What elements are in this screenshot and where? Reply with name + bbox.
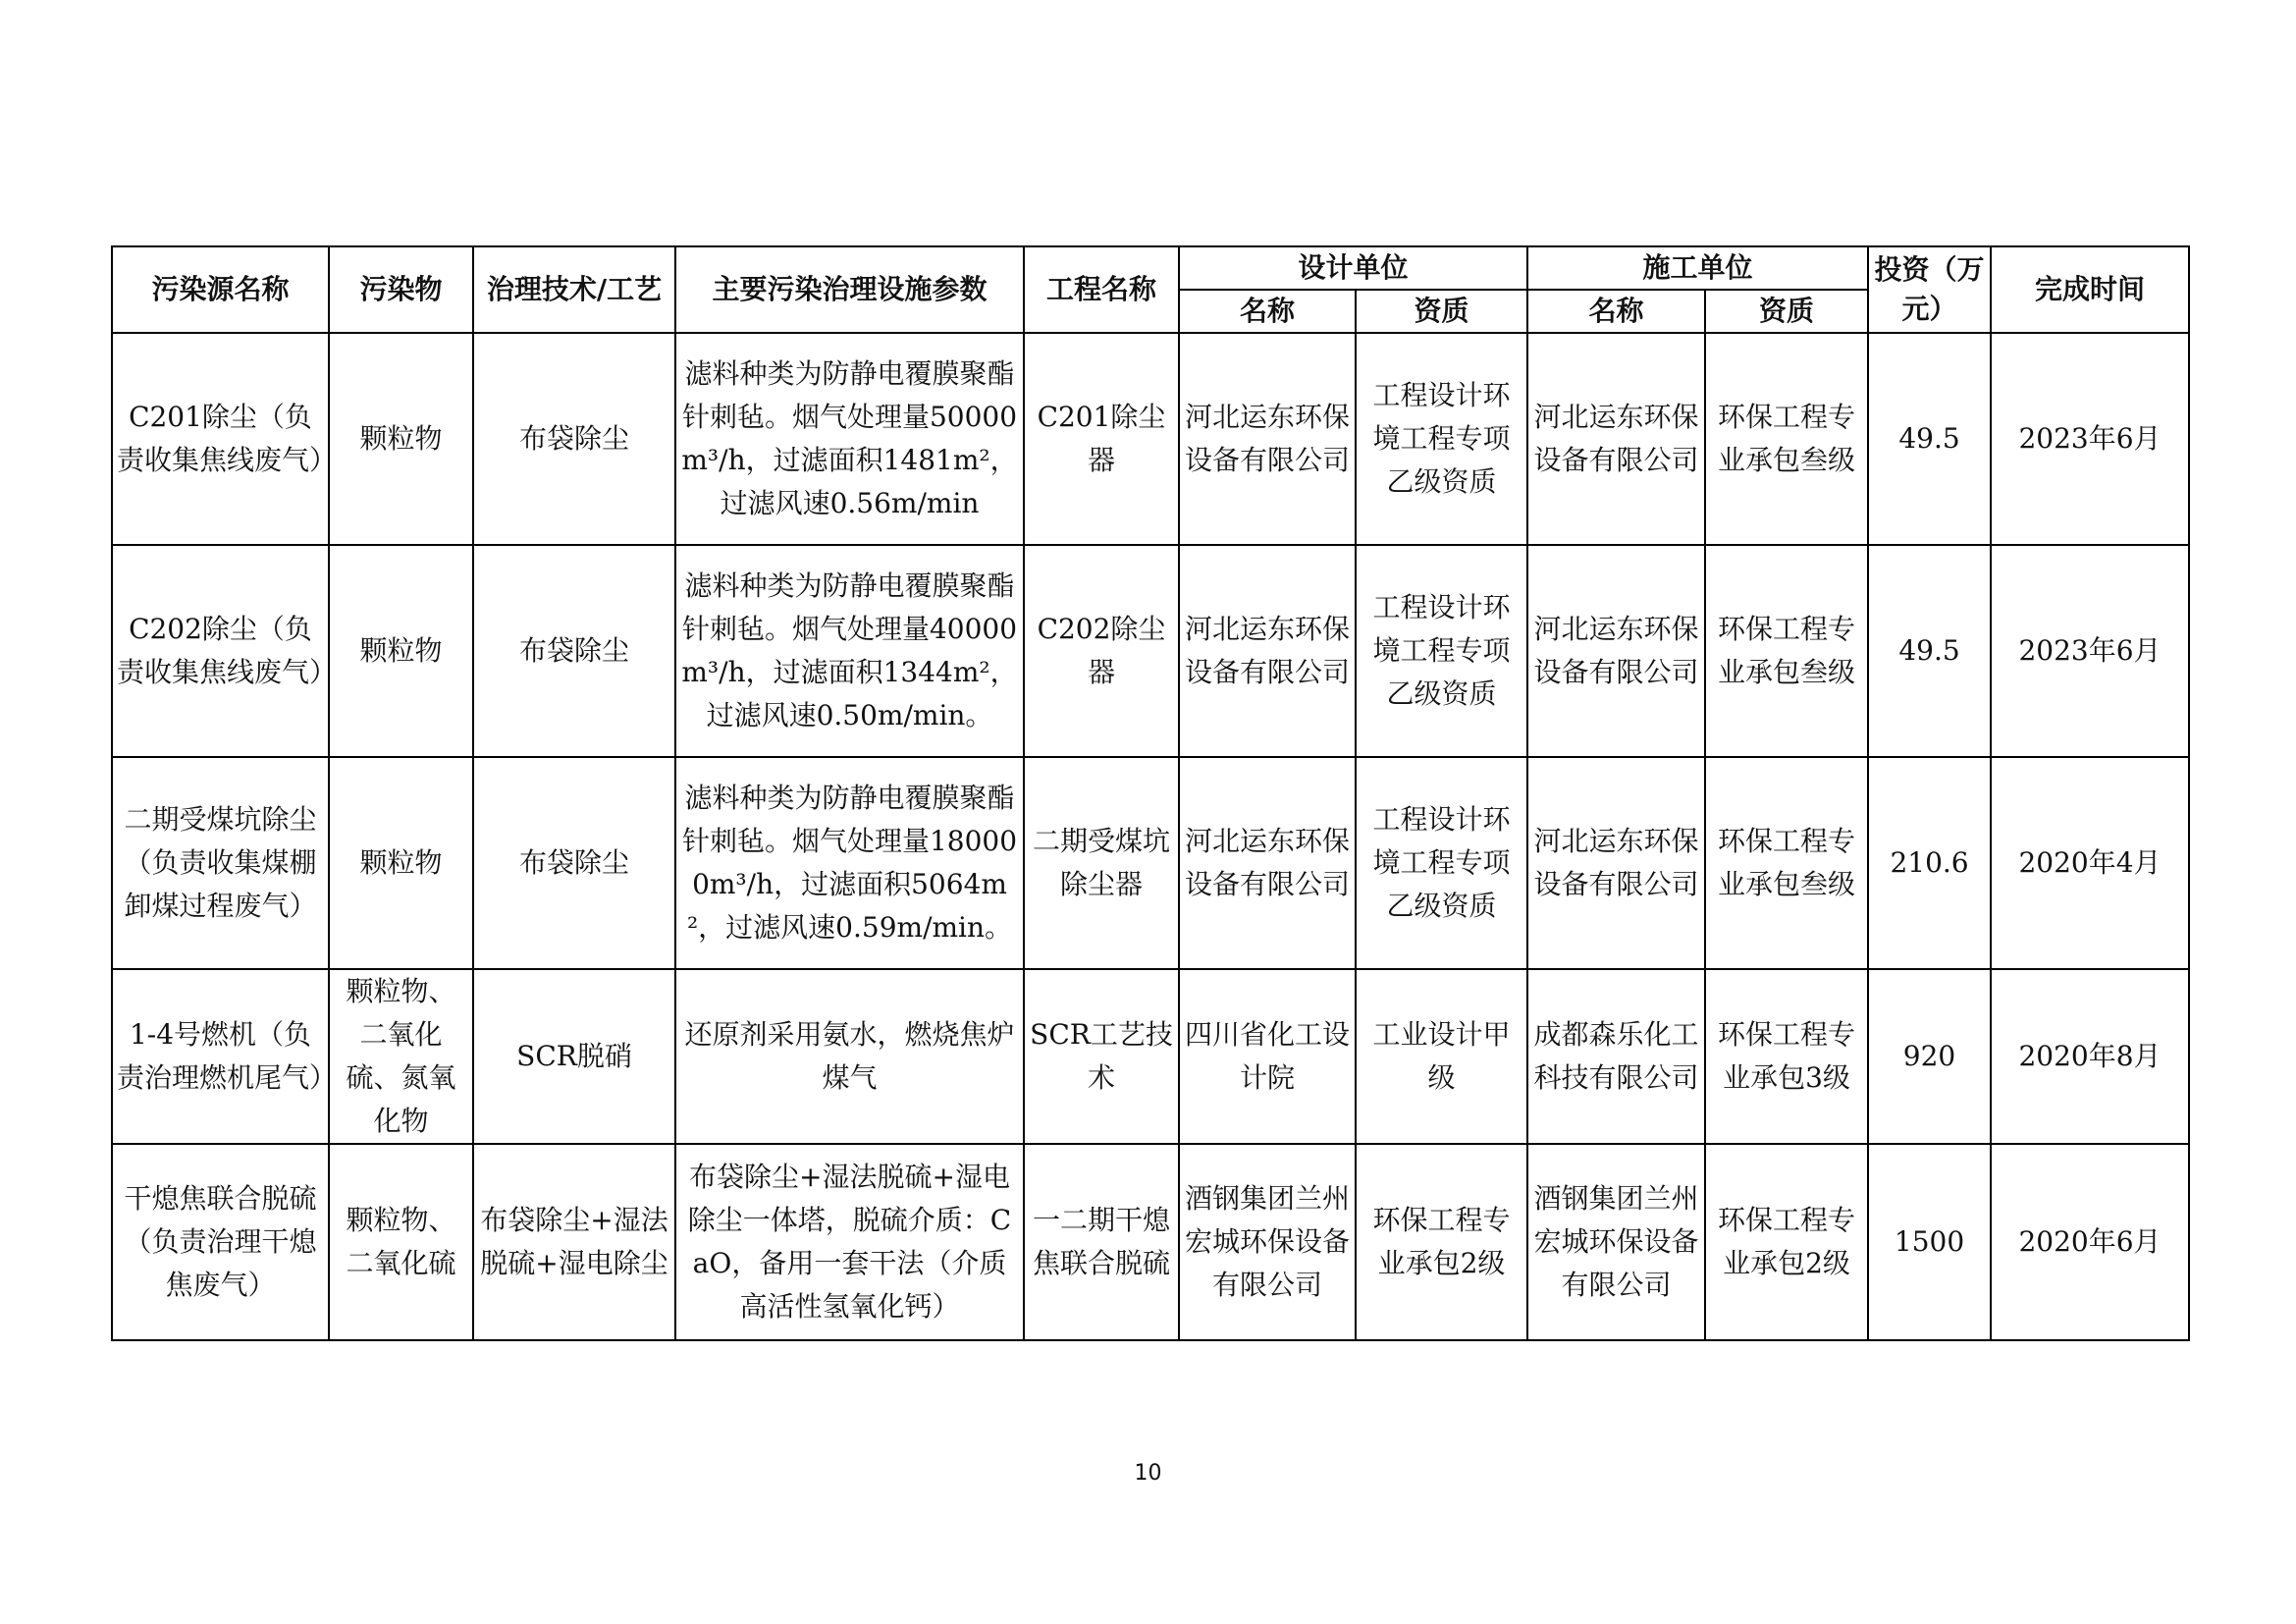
cell-construction-qualification: 环保工程专业承包2级 (1705, 1144, 1868, 1340)
cell-pollutant: 颗粒物 (329, 757, 473, 969)
cell-project: C202除尘器 (1024, 545, 1179, 757)
cell-investment: 920 (1868, 969, 1991, 1144)
cell-params: 滤料种类为防静电覆膜聚酯针刺毡。烟气处理量50000m³/h，过滤面积1481m²，过滤风速0.56m/min (675, 333, 1024, 545)
cell-pollutant: 颗粒物 (329, 333, 473, 545)
cell-pollutant: 颗粒物、二氧化硫 (329, 1144, 473, 1340)
cell-pollutant: 颗粒物、二氧化硫、氮氧化物 (329, 969, 473, 1144)
cell-completion: 2020年6月 (1991, 1144, 2189, 1340)
cell-design-name: 四川省化工设计院 (1179, 969, 1356, 1144)
cell-construction-name: 河北运东环保设备有限公司 (1527, 757, 1705, 969)
cell-design-qualification: 工程设计环境工程专项乙级资质 (1356, 333, 1527, 545)
cell-construction-qualification: 环保工程专业承包叁级 (1705, 545, 1868, 757)
cell-construction-name: 成都森乐化工科技有限公司 (1527, 969, 1705, 1144)
cell-params: 滤料种类为防静电覆膜聚酯针刺毡。烟气处理量40000m³/h，过滤面积1344m²，过滤风速0.50m/min。 (675, 545, 1024, 757)
cell-source: 1-4号燃机（负责治理燃机尾气） (112, 969, 329, 1144)
cell-construction-qualification: 环保工程专业承包叁级 (1705, 757, 1868, 969)
cell-params: 还原剂采用氨水，燃烧焦炉煤气 (675, 969, 1024, 1144)
table-row (112, 1144, 2189, 1340)
cell-completion: 2020年8月 (1991, 969, 2189, 1144)
cell-project: SCR工艺技术 (1024, 969, 1179, 1144)
header-params: 主要污染治理设施参数 (675, 246, 1024, 333)
cell-design-name: 酒钢集团兰州宏城环保设备有限公司 (1179, 1144, 1356, 1340)
cell-source: C201除尘（负责收集焦线废气） (112, 333, 329, 545)
cell-params: 布袋除尘+湿法脱硫+湿电除尘一体塔，脱硫介质：CaO，备用一套干法（介质高活性氢氧化钙） (675, 1144, 1024, 1340)
header-source: 污染源名称 (112, 246, 329, 333)
pollution-control-table (111, 245, 2190, 1341)
cell-technology: 布袋除尘 (473, 757, 675, 969)
header-design-name: 名称 (1179, 290, 1356, 333)
cell-source: 二期受煤坑除尘（负责收集煤棚卸煤过程废气） (112, 757, 329, 969)
header-technology: 治理技术/工艺 (473, 246, 675, 333)
cell-technology: 布袋除尘+湿法脱硫+湿电除尘 (473, 1144, 675, 1340)
cell-technology: SCR脱硝 (473, 969, 675, 1144)
table-row (112, 969, 2189, 1144)
cell-design-qualification: 工业设计甲级 (1356, 969, 1527, 1144)
cell-construction-name: 酒钢集团兰州宏城环保设备有限公司 (1527, 1144, 1705, 1340)
header-construction-unit: 施工单位 (1527, 246, 1868, 290)
cell-project: 一二期干熄焦联合脱硫 (1024, 1144, 1179, 1340)
header-construction-name: 名称 (1527, 290, 1705, 333)
cell-completion: 2023年6月 (1991, 333, 2189, 545)
header-design-unit: 设计单位 (1179, 246, 1527, 290)
header-construction-qualification: 资质 (1705, 290, 1868, 333)
cell-investment: 49.5 (1868, 545, 1991, 757)
cell-construction-qualification: 环保工程专业承包3级 (1705, 969, 1868, 1144)
cell-design-qualification: 环保工程专业承包2级 (1356, 1144, 1527, 1340)
cell-source: 干熄焦联合脱硫（负责治理干熄焦废气） (112, 1144, 329, 1340)
header-project: 工程名称 (1024, 246, 1179, 333)
cell-investment: 210.6 (1868, 757, 1991, 969)
cell-design-name: 河北运东环保设备有限公司 (1179, 333, 1356, 545)
header-design-qualification: 资质 (1356, 290, 1527, 333)
table-row (112, 757, 2189, 969)
cell-investment: 49.5 (1868, 333, 1991, 545)
page-number: 10 (1134, 1461, 1162, 1486)
cell-completion: 2020年4月 (1991, 757, 2189, 969)
cell-project: C201除尘器 (1024, 333, 1179, 545)
cell-investment: 1500 (1868, 1144, 1991, 1340)
cell-project: 二期受煤坑除尘器 (1024, 757, 1179, 969)
cell-design-qualification: 工程设计环境工程专项乙级资质 (1356, 545, 1527, 757)
table-row (112, 333, 2189, 545)
cell-technology: 布袋除尘 (473, 545, 675, 757)
header-pollutant: 污染物 (329, 246, 473, 333)
cell-technology: 布袋除尘 (473, 333, 675, 545)
cell-design-name: 河北运东环保设备有限公司 (1179, 757, 1356, 969)
header-row-1 (112, 246, 2189, 290)
cell-construction-name: 河北运东环保设备有限公司 (1527, 545, 1705, 757)
cell-pollutant: 颗粒物 (329, 545, 473, 757)
header-completion: 完成时间 (1991, 246, 2189, 333)
cell-design-name: 河北运东环保设备有限公司 (1179, 545, 1356, 757)
header-investment: 投资（万元） (1868, 246, 1991, 333)
cell-params: 滤料种类为防静电覆膜聚酯针刺毡。烟气处理量180000m³/h，过滤面积5064m²，过滤风速0.59m/min。 (675, 757, 1024, 969)
cell-construction-name: 河北运东环保设备有限公司 (1527, 333, 1705, 545)
cell-construction-qualification: 环保工程专业承包叁级 (1705, 333, 1868, 545)
table-row (112, 545, 2189, 757)
cell-design-qualification: 工程设计环境工程专项乙级资质 (1356, 757, 1527, 969)
cell-completion: 2023年6月 (1991, 545, 2189, 757)
cell-source: C202除尘（负责收集焦线废气） (112, 545, 329, 757)
